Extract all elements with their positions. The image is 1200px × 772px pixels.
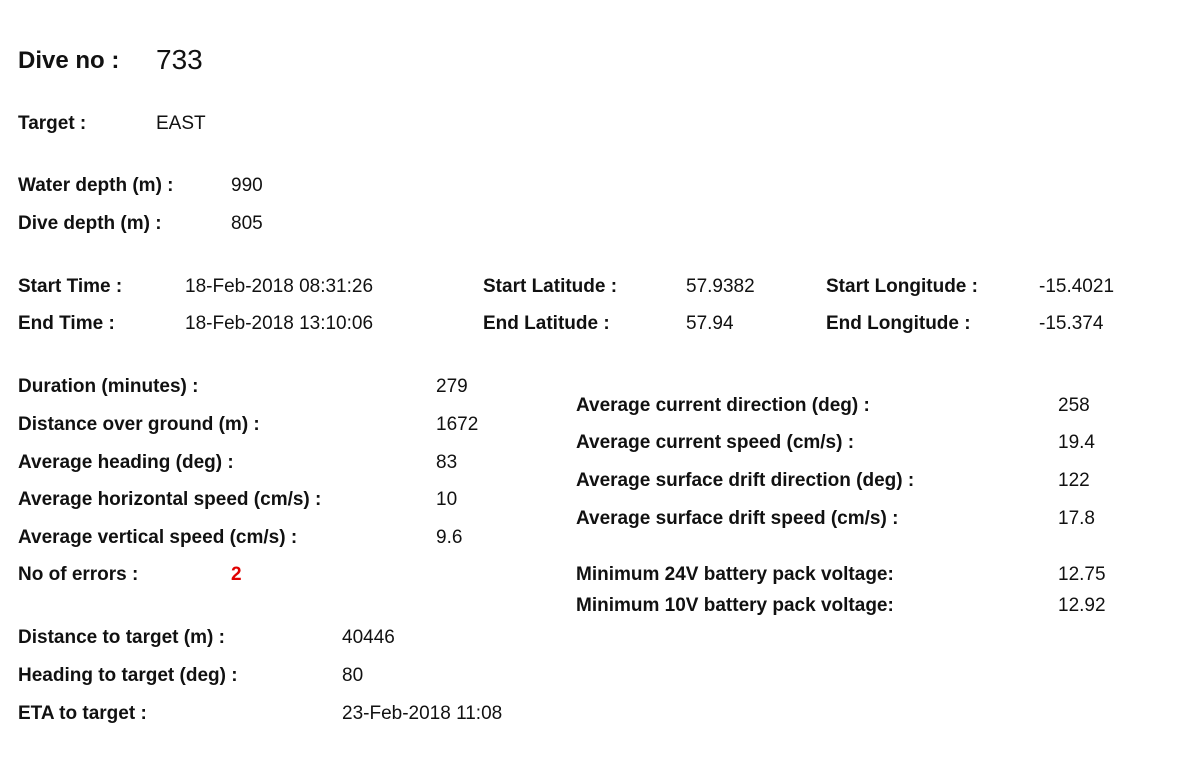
start-longitude-label: Start Longitude : bbox=[826, 276, 978, 297]
distance-over-ground-label: Distance over ground (m) : bbox=[18, 414, 260, 435]
end-time-value: 18-Feb-2018 13:10:06 bbox=[185, 313, 374, 334]
start-latitude-value: 57.9382 bbox=[686, 276, 755, 297]
start-longitude-value: -15.4021 bbox=[1039, 276, 1115, 297]
dive-depth-value: 805 bbox=[231, 213, 263, 234]
vertical-speed-label: Average vertical speed (cm/s) : bbox=[18, 527, 298, 548]
current-direction-label: Average current direction (deg) : bbox=[576, 395, 870, 416]
surface-drift-speed-label: Average surface drift speed (cm/s) : bbox=[576, 508, 899, 529]
target-value: EAST bbox=[156, 113, 206, 134]
heading-to-target-value: 80 bbox=[342, 665, 364, 686]
vertical-speed-value: 9.6 bbox=[436, 527, 463, 548]
horizontal-speed-label: Average horizontal speed (cm/s) : bbox=[18, 489, 322, 510]
distance-over-ground-value: 1672 bbox=[436, 414, 479, 435]
end-latitude-value: 57.94 bbox=[686, 313, 734, 334]
distance-to-target-value: 40446 bbox=[342, 627, 395, 648]
horizontal-speed-value: 10 bbox=[436, 489, 458, 510]
target-label: Target : bbox=[18, 113, 87, 134]
current-speed-label: Average current speed (cm/s) : bbox=[576, 432, 855, 453]
distance-to-target-label: Distance to target (m) : bbox=[18, 627, 225, 648]
eta-value: 23-Feb-2018 11:08 bbox=[342, 703, 503, 724]
average-heading-label: Average heading (deg) : bbox=[18, 452, 234, 473]
start-time-label: Start Time : bbox=[18, 276, 123, 297]
dive-depth-label: Dive depth (m) : bbox=[18, 213, 162, 234]
end-latitude-label: End Latitude : bbox=[483, 313, 610, 334]
errors-count: 2 bbox=[231, 564, 242, 585]
current-direction-value: 258 bbox=[1058, 395, 1090, 416]
eta-label: ETA to target : bbox=[18, 703, 147, 724]
errors-label: No of errors : bbox=[18, 564, 139, 585]
duration-label: Duration (minutes) : bbox=[18, 376, 199, 397]
surface-drift-direction-label: Average surface drift direction (deg) : bbox=[576, 470, 915, 491]
water-depth-label: Water depth (m) : bbox=[18, 175, 174, 196]
end-time-label: End Time : bbox=[18, 313, 115, 334]
surface-drift-speed-value: 17.8 bbox=[1058, 508, 1095, 529]
battery-10v-label: Minimum 10V battery pack voltage: bbox=[576, 595, 894, 616]
dive-no-label: Dive no : bbox=[18, 47, 120, 74]
end-longitude-label: End Longitude : bbox=[826, 313, 971, 334]
battery-10v-value: 12.92 bbox=[1058, 595, 1106, 616]
water-depth-value: 990 bbox=[231, 175, 263, 196]
battery-24v-label: Minimum 24V battery pack voltage: bbox=[576, 564, 894, 585]
start-time-value: 18-Feb-2018 08:31:26 bbox=[185, 276, 374, 297]
average-heading-value: 83 bbox=[436, 452, 458, 473]
duration-value: 279 bbox=[436, 376, 468, 397]
battery-24v-value: 12.75 bbox=[1058, 564, 1106, 585]
heading-to-target-label: Heading to target (deg) : bbox=[18, 665, 238, 686]
current-speed-value: 19.4 bbox=[1058, 432, 1095, 453]
end-longitude-value: -15.374 bbox=[1039, 313, 1104, 334]
surface-drift-direction-value: 122 bbox=[1058, 470, 1090, 491]
dive-no-value: 733 bbox=[156, 44, 203, 75]
start-latitude-label: Start Latitude : bbox=[483, 276, 618, 297]
